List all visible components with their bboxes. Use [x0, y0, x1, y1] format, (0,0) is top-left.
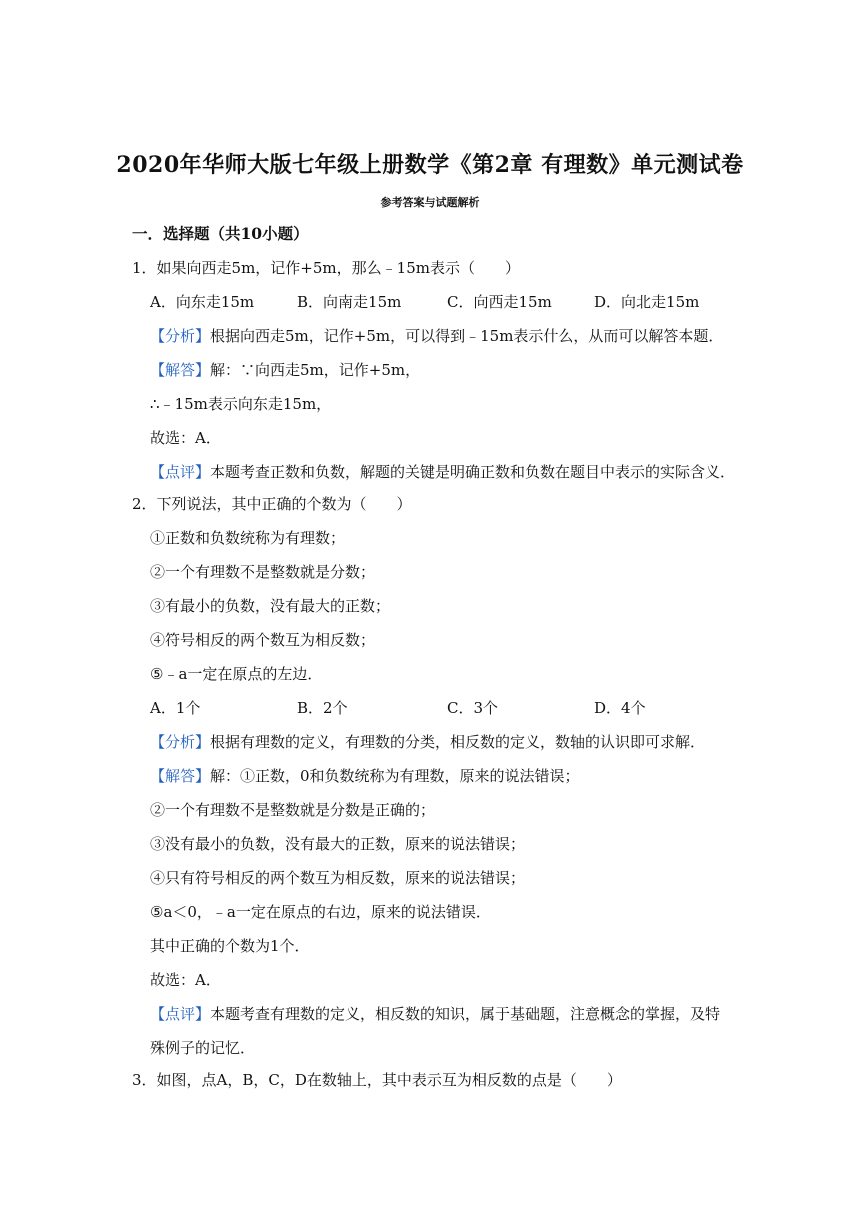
q2-option-a: A．1个	[150, 699, 201, 717]
q2-statement: ③有最小的负数，没有最大的正数；	[150, 597, 391, 615]
q2-solution-line: ②一个有理数不是整数就是分数是正确的；	[150, 801, 436, 819]
page-subtitle: 参考答案与试题解析	[380, 196, 480, 209]
page-title: 2020年华师大版七年级上册数学《第2章 有理数》单元测试卷	[116, 152, 744, 178]
q1-analysis	[150, 326, 723, 346]
q2-analysis-text: 根据有理数的定义，有理数的分类，相反数的定义，数轴的认识即可求解．	[210, 733, 706, 751]
section-heading: 一．选择题（共10小题）	[132, 224, 309, 243]
q2-option-d: D．4个	[594, 699, 646, 717]
q1-option-c: C．向西走15m	[447, 293, 552, 311]
q1-stem: 1．如果向西走5m，记作+5m，那么﹣15m表示（ ）	[132, 259, 520, 277]
q2-solution-line: 故选：A．	[150, 971, 221, 989]
q2-option-c: C．3个	[447, 699, 499, 717]
q2-solution-line: ④只有符号相反的两个数互为相反数，原来的说法错误；	[150, 869, 526, 887]
q2-statement: ①正数和负数统称为有理数；	[150, 529, 346, 547]
q2-analysis	[150, 732, 705, 752]
q1-solution-line: 故选：A．	[150, 429, 221, 447]
q2-statement: ⑤﹣a一定在原点的左边．	[150, 665, 323, 683]
q2-solution-line: 解：①正数，0和负数统称为有理数，原来的说法错误；	[210, 767, 580, 785]
q1-solution-line: 解：∵向西走5m，记作+5m，	[210, 361, 421, 379]
q1-comment-text: 本题考查正数和负数，解题的关键是明确正数和负数在题目中表示的实际含义．	[210, 463, 736, 481]
solution-tag: 【解答】	[150, 767, 211, 785]
q1-solution	[150, 360, 420, 380]
analysis-tag: 【分析】	[150, 327, 211, 345]
q3-stem: 3．如图，点A，B，C，D在数轴上，其中表示互为相反数的点是（ ）	[132, 1071, 622, 1089]
q1-analysis-text: 根据向西走5m，记作+5m，可以得到﹣15m表示什么，从而可以解答本题．	[210, 327, 724, 345]
q2-solution-line: ⑤a＜0，﹣a一定在原点的右边，原来的说法错误．	[150, 903, 491, 921]
q2-solution	[150, 766, 580, 786]
q2-statement: ④符号相反的两个数互为相反数；	[150, 631, 376, 649]
q2-comment-continued: 殊例子的记忆．	[150, 1039, 256, 1057]
solution-tag: 【解答】	[150, 361, 211, 379]
q2-solution-line: ③没有最小的负数，没有最大的正数，原来的说法错误；	[150, 835, 526, 853]
q2-stem: 2．下列说法，其中正确的个数为（ ）	[132, 495, 412, 513]
q2-comment-text: 本题考查有理数的定义，相反数的知识，属于基础题，注意概念的掌握，及特	[210, 1005, 721, 1023]
comment-tag: 【点评】	[150, 1005, 211, 1023]
q1-comment	[150, 462, 735, 482]
q2-comment	[150, 1004, 720, 1024]
comment-tag: 【点评】	[150, 463, 211, 481]
q2-solution-line: 其中正确的个数为1个．	[150, 937, 310, 955]
q1-option-a: A．向东走15m	[150, 293, 255, 311]
q1-option-b: B．向南走15m	[297, 293, 402, 311]
q1-solution-line: ∴﹣15m表示向东走15m，	[150, 395, 332, 413]
q2-option-b: B．2个	[297, 699, 348, 717]
analysis-tag: 【分析】	[150, 733, 211, 751]
q1-option-d: D．向北走15m	[594, 293, 700, 311]
q2-statement: ②一个有理数不是整数就是分数；	[150, 563, 376, 581]
